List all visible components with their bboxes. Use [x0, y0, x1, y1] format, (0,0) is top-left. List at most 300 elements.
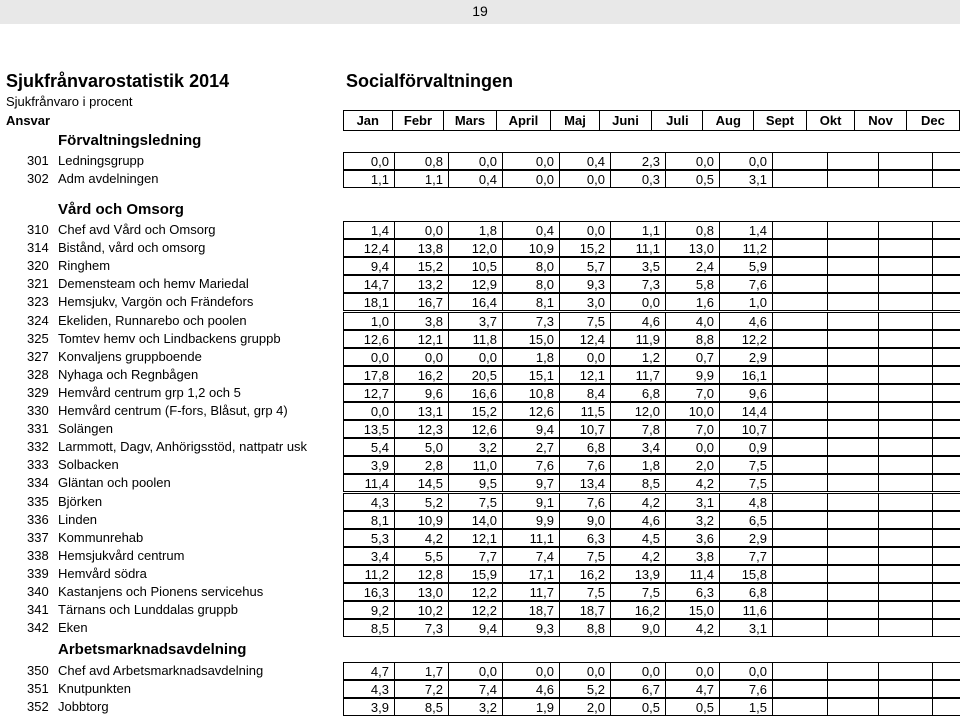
value-cell-jan: 8,1: [343, 511, 395, 529]
value-cell-okt: [827, 420, 879, 438]
unit-name: Gläntan och poolen: [58, 475, 171, 491]
unit-name: Tomtev hemv och Lindbackens gruppb: [58, 330, 281, 346]
monthly-values: [343, 601, 960, 619]
value-cell-sept: [772, 366, 828, 384]
value-cell-maj: 5,2: [559, 680, 611, 698]
value-cell-okt: [827, 456, 879, 474]
value-cell-aug: 7,6: [719, 275, 773, 293]
value-cell-aug: 2,9: [719, 529, 773, 547]
value-cell-april: 17,1: [502, 565, 560, 583]
value-cell-nov: [878, 474, 933, 492]
table-row: [0, 330, 960, 348]
section-title: Förvaltningsledning: [58, 132, 202, 149]
value-cell-mars: 3,2: [448, 698, 503, 716]
value-cell-mars: 9,4: [448, 619, 503, 637]
value-cell-april: 9,4: [502, 420, 560, 438]
value-cell-juli: 9,9: [665, 366, 720, 384]
unit-code: 331: [27, 421, 49, 437]
monthly-values: [343, 293, 960, 311]
unit-name: Ledningsgrupp: [58, 153, 145, 168]
table-row: [0, 384, 960, 402]
unit-code: 341: [27, 602, 49, 618]
unit-code: 320: [27, 258, 49, 274]
value-cell-mars: 0,0: [448, 152, 503, 170]
unit-name: Ringhem: [58, 258, 111, 274]
monthly-values: [343, 275, 960, 293]
unit-code: 301: [27, 153, 49, 168]
value-cell-nov: [878, 583, 933, 601]
value-cell-juli: 15,0: [665, 601, 720, 619]
value-cell-dec: [932, 680, 960, 698]
value-cell-april: 0,4: [502, 221, 560, 239]
table-row: [0, 257, 960, 275]
value-cell-sept: [772, 680, 828, 698]
value-cell-juli: 3,8: [665, 547, 720, 565]
value-cell-sept: [772, 402, 828, 420]
value-cell-jan: 18,1: [343, 293, 395, 311]
unit-name: Kommunrehab: [58, 529, 144, 545]
unit-code: 334: [27, 475, 49, 491]
value-cell-febr: 16,7: [394, 293, 449, 311]
month-header-7: Juli: [652, 111, 703, 131]
value-cell-dec: [932, 257, 960, 275]
value-cell-sept: [772, 456, 828, 474]
value-cell-juli: 0,0: [665, 662, 720, 680]
value-cell-dec: [932, 275, 960, 293]
value-cell-mars: 10,5: [448, 257, 503, 275]
table-row: [0, 493, 960, 511]
value-cell-sept: [772, 348, 828, 366]
value-cell-febr: 13,2: [394, 275, 449, 293]
value-cell-juni: 4,5: [610, 529, 666, 547]
value-cell-dec: [932, 547, 960, 565]
unit-name: Hemvård centrum (F-fors, Blåsut, grp 4): [58, 403, 288, 418]
table-row: [0, 420, 960, 438]
value-cell-juli: 8,8: [665, 330, 720, 348]
value-cell-okt: [827, 221, 879, 239]
value-cell-okt: [827, 257, 879, 275]
table-row: [0, 529, 960, 547]
value-cell-maj: 12,1: [559, 366, 611, 384]
value-cell-april: 7,4: [502, 547, 560, 565]
unit-code: 321: [27, 276, 49, 292]
value-cell-april: 1,8: [502, 348, 560, 366]
value-cell-okt: [827, 239, 879, 257]
value-cell-nov: [878, 456, 933, 474]
value-cell-jan: 0,0: [343, 348, 395, 366]
value-cell-maj: 5,7: [559, 257, 611, 275]
value-cell-juni: 1,8: [610, 456, 666, 474]
unit-name: Eken: [58, 620, 88, 636]
unit-name: Linden: [58, 511, 98, 527]
value-cell-juli: 4,0: [665, 312, 720, 330]
value-cell-april: 18,7: [502, 601, 560, 619]
value-cell-april: 9,9: [502, 511, 560, 529]
value-cell-april: 7,6: [502, 456, 560, 474]
value-cell-febr: 12,8: [394, 565, 449, 583]
value-cell-jan: 12,7: [343, 384, 395, 402]
value-cell-jan: 4,3: [343, 493, 395, 511]
value-cell-dec: [932, 221, 960, 239]
value-cell-nov: [878, 662, 933, 680]
value-cell-mars: 3,7: [448, 312, 503, 330]
unit-name: Hemsjukvård centrum: [58, 547, 185, 563]
value-cell-aug: 7,7: [719, 547, 773, 565]
unit-code: 324: [27, 312, 49, 328]
value-cell-april: 11,1: [502, 529, 560, 547]
unit-name: Solbacken: [58, 457, 119, 473]
monthly-values: [343, 619, 960, 637]
unit-name: Kastanjens och Pionens servicehus: [58, 584, 264, 599]
value-cell-nov: [878, 384, 933, 402]
value-cell-jan: 17,8: [343, 366, 395, 384]
value-cell-april: 2,7: [502, 438, 560, 456]
value-cell-juni: 11,9: [610, 330, 666, 348]
month-header-11: Nov: [855, 111, 906, 131]
table-row: [0, 221, 960, 239]
value-cell-april: 4,6: [502, 680, 560, 698]
unit-code: 325: [27, 330, 49, 346]
monthly-values: [343, 221, 960, 239]
unit-name: Hemvård centrum grp 1,2 och 5: [58, 384, 241, 400]
value-cell-dec: [932, 170, 960, 188]
unit-name: Chef avd Arbetsmarknadsavdelning: [58, 663, 264, 678]
value-cell-juli: 3,6: [665, 529, 720, 547]
value-cell-febr: 13,0: [394, 583, 449, 601]
value-cell-aug: 12,2: [719, 330, 773, 348]
value-cell-juni: 3,5: [610, 257, 666, 275]
table-row: [0, 680, 960, 698]
value-cell-dec: [932, 420, 960, 438]
monthly-values: [343, 420, 960, 438]
value-cell-okt: [827, 698, 879, 716]
value-cell-april: 8,0: [502, 257, 560, 275]
value-cell-juni: 3,4: [610, 438, 666, 456]
value-cell-maj: 16,2: [559, 565, 611, 583]
value-cell-juli: 0,8: [665, 221, 720, 239]
value-cell-jan: 11,4: [343, 474, 395, 492]
table-row: [0, 293, 960, 311]
value-cell-febr: 13,8: [394, 239, 449, 257]
value-cell-jan: 0,0: [343, 402, 395, 420]
value-cell-sept: [772, 511, 828, 529]
value-cell-juni: 4,2: [610, 493, 666, 511]
value-cell-sept: [772, 698, 828, 716]
value-cell-aug: 9,6: [719, 384, 773, 402]
unit-code: 332: [27, 439, 49, 455]
value-cell-mars: 1,8: [448, 221, 503, 239]
month-header-1: Jan: [344, 111, 393, 131]
value-cell-aug: 11,6: [719, 601, 773, 619]
value-cell-febr: 0,0: [394, 221, 449, 239]
monthly-values: [343, 239, 960, 257]
monthly-values: [343, 438, 960, 456]
unit-code: 330: [27, 403, 49, 418]
value-cell-mars: 20,5: [448, 366, 503, 384]
value-cell-jan: 16,3: [343, 583, 395, 601]
value-cell-sept: [772, 152, 828, 170]
value-cell-dec: [932, 384, 960, 402]
table-row: [0, 547, 960, 565]
value-cell-sept: [772, 601, 828, 619]
value-cell-febr: 16,2: [394, 366, 449, 384]
value-cell-mars: 12,9: [448, 275, 503, 293]
unit-code: 342: [27, 620, 49, 636]
value-cell-febr: 1,7: [394, 662, 449, 680]
value-cell-febr: 5,2: [394, 493, 449, 511]
value-cell-mars: 15,2: [448, 402, 503, 420]
value-cell-juli: 6,3: [665, 583, 720, 601]
monthly-values: [343, 170, 960, 188]
value-cell-jan: 9,4: [343, 257, 395, 275]
value-cell-jan: 1,0: [343, 312, 395, 330]
unit-code: 351: [27, 681, 49, 697]
value-cell-nov: [878, 293, 933, 311]
value-cell-juli: 0,5: [665, 170, 720, 188]
table-row: [0, 474, 960, 492]
value-cell-aug: 6,5: [719, 511, 773, 529]
value-cell-sept: [772, 529, 828, 547]
value-cell-dec: [932, 152, 960, 170]
value-cell-okt: [827, 152, 879, 170]
value-cell-mars: 11,8: [448, 330, 503, 348]
unit-code: 337: [27, 529, 49, 545]
value-cell-juni: 8,5: [610, 474, 666, 492]
value-cell-aug: 4,8: [719, 493, 773, 511]
value-cell-mars: 3,2: [448, 438, 503, 456]
value-cell-febr: 7,3: [394, 619, 449, 637]
value-cell-dec: [932, 474, 960, 492]
value-cell-juni: 1,1: [610, 221, 666, 239]
value-cell-maj: 7,6: [559, 493, 611, 511]
value-cell-mars: 12,2: [448, 583, 503, 601]
value-cell-febr: 15,2: [394, 257, 449, 275]
value-cell-okt: [827, 402, 879, 420]
unit-code: 323: [27, 294, 49, 310]
value-cell-maj: 0,0: [559, 662, 611, 680]
table-row: [0, 619, 960, 637]
unit-name: Chef avd Vård och Omsorg: [58, 222, 216, 237]
value-cell-sept: [772, 170, 828, 188]
month-header-3: Mars: [444, 111, 496, 131]
value-cell-april: 1,9: [502, 698, 560, 716]
value-cell-febr: 0,0: [394, 348, 449, 366]
value-cell-jan: 14,7: [343, 275, 395, 293]
unit-code: 352: [27, 699, 49, 715]
value-cell-april: 9,3: [502, 619, 560, 637]
value-cell-okt: [827, 680, 879, 698]
value-cell-sept: [772, 293, 828, 311]
value-cell-aug: 3,1: [719, 619, 773, 637]
value-cell-jan: 3,4: [343, 547, 395, 565]
value-cell-april: 0,0: [502, 662, 560, 680]
unit-code: 329: [27, 384, 49, 400]
value-cell-juni: 4,6: [610, 312, 666, 330]
value-cell-dec: [932, 619, 960, 637]
value-cell-dec: [932, 698, 960, 716]
monthly-values: [343, 565, 960, 583]
value-cell-aug: 1,4: [719, 221, 773, 239]
value-cell-sept: [772, 619, 828, 637]
value-cell-nov: [878, 275, 933, 293]
monthly-values: [343, 529, 960, 547]
value-cell-juli: 11,4: [665, 565, 720, 583]
value-cell-juni: 6,7: [610, 680, 666, 698]
value-cell-juni: 11,1: [610, 239, 666, 257]
value-cell-dec: [932, 348, 960, 366]
unit-code: 340: [27, 584, 49, 599]
table-row: [0, 239, 960, 257]
value-cell-nov: [878, 420, 933, 438]
table-row: [0, 511, 960, 529]
value-cell-juni: 7,8: [610, 420, 666, 438]
value-cell-dec: [932, 583, 960, 601]
value-cell-jan: 12,4: [343, 239, 395, 257]
value-cell-febr: 7,2: [394, 680, 449, 698]
value-cell-maj: 2,0: [559, 698, 611, 716]
table-row: [0, 438, 960, 456]
report-title: Sjukfrånvarostatistik 2014: [6, 71, 230, 91]
report-subtitle: Sjukfrånvaro i procent: [6, 94, 133, 109]
section-title: Arbetsmarknadsavdelning: [58, 641, 247, 658]
value-cell-mars: 0,4: [448, 170, 503, 188]
unit-name: Adm avdelningen: [58, 171, 159, 187]
monthly-values: [343, 680, 960, 698]
month-header-9: Sept: [754, 111, 807, 131]
value-cell-aug: 16,1: [719, 366, 773, 384]
value-cell-aug: 5,9: [719, 257, 773, 275]
value-cell-okt: [827, 474, 879, 492]
value-cell-dec: [932, 330, 960, 348]
table-row: [0, 456, 960, 474]
unit-code: 302: [27, 171, 49, 187]
unit-name: Nyhaga och Regnbågen: [58, 366, 199, 382]
ansvar-label: Ansvar: [6, 113, 51, 128]
table-row: [0, 366, 960, 384]
value-cell-okt: [827, 170, 879, 188]
value-cell-sept: [772, 330, 828, 348]
unit-name: Konvaljens gruppboende: [58, 348, 202, 364]
value-cell-juli: 0,5: [665, 698, 720, 716]
value-cell-mars: 16,6: [448, 384, 503, 402]
monthly-values: [343, 312, 960, 330]
value-cell-okt: [827, 547, 879, 565]
value-cell-sept: [772, 221, 828, 239]
value-cell-juni: 9,0: [610, 619, 666, 637]
value-cell-dec: [932, 601, 960, 619]
value-cell-juli: 4,2: [665, 619, 720, 637]
value-cell-okt: [827, 565, 879, 583]
unit-name: Hemvård södra: [58, 565, 147, 581]
value-cell-mars: 11,0: [448, 456, 503, 474]
monthly-values: [343, 257, 960, 275]
table-row: [0, 275, 960, 293]
value-cell-juli: 2,4: [665, 257, 720, 275]
value-cell-sept: [772, 257, 828, 275]
value-cell-maj: 7,6: [559, 456, 611, 474]
value-cell-dec: [932, 511, 960, 529]
value-cell-juni: 1,2: [610, 348, 666, 366]
value-cell-nov: [878, 547, 933, 565]
unit-name: Bistånd, vård och omsorg: [58, 240, 206, 256]
value-cell-sept: [772, 583, 828, 601]
value-cell-nov: [878, 511, 933, 529]
value-cell-febr: 14,5: [394, 474, 449, 492]
monthly-values: [343, 152, 960, 170]
value-cell-jan: 13,5: [343, 420, 395, 438]
unit-name: Ekeliden, Runnarebo och poolen: [58, 312, 247, 328]
unit-name: Jobbtorg: [58, 699, 109, 715]
value-cell-mars: 7,7: [448, 547, 503, 565]
value-cell-juli: 3,2: [665, 511, 720, 529]
monthly-values: [343, 698, 960, 716]
value-cell-okt: [827, 583, 879, 601]
value-cell-april: 11,7: [502, 583, 560, 601]
value-cell-jan: 1,4: [343, 221, 395, 239]
value-cell-nov: [878, 619, 933, 637]
value-cell-mars: 7,4: [448, 680, 503, 698]
monthly-values: [343, 348, 960, 366]
value-cell-maj: 11,5: [559, 402, 611, 420]
value-cell-aug: 1,5: [719, 698, 773, 716]
value-cell-nov: [878, 170, 933, 188]
value-cell-nov: [878, 402, 933, 420]
value-cell-febr: 5,0: [394, 438, 449, 456]
value-cell-nov: [878, 366, 933, 384]
value-cell-sept: [772, 474, 828, 492]
value-cell-okt: [827, 384, 879, 402]
value-cell-dec: [932, 438, 960, 456]
value-cell-aug: 7,5: [719, 474, 773, 492]
value-cell-dec: [932, 366, 960, 384]
value-cell-jan: 11,2: [343, 565, 395, 583]
value-cell-jan: 8,5: [343, 619, 395, 637]
value-cell-dec: [932, 565, 960, 583]
value-cell-juli: 3,1: [665, 493, 720, 511]
value-cell-juni: 6,8: [610, 384, 666, 402]
value-cell-dec: [932, 493, 960, 511]
value-cell-april: 12,6: [502, 402, 560, 420]
value-cell-sept: [772, 420, 828, 438]
value-cell-aug: 4,6: [719, 312, 773, 330]
unit-code: 339: [27, 565, 49, 581]
value-cell-maj: 0,4: [559, 152, 611, 170]
value-cell-juli: 0,7: [665, 348, 720, 366]
month-header-8: Aug: [703, 111, 754, 131]
unit-name: Larmmott, Dagv, Anhörigsstöd, nattpatr usk: [58, 439, 308, 455]
value-cell-maj: 15,2: [559, 239, 611, 257]
value-cell-juli: 10,0: [665, 402, 720, 420]
value-cell-aug: 14,4: [719, 402, 773, 420]
value-cell-juni: 12,0: [610, 402, 666, 420]
value-cell-april: 0,0: [502, 152, 560, 170]
value-cell-febr: 4,2: [394, 529, 449, 547]
value-cell-mars: 12,2: [448, 601, 503, 619]
value-cell-okt: [827, 619, 879, 637]
value-cell-sept: [772, 565, 828, 583]
month-header-2: Febr: [392, 111, 444, 131]
value-cell-dec: [932, 239, 960, 257]
value-cell-juni: 2,3: [610, 152, 666, 170]
value-cell-juni: 4,2: [610, 547, 666, 565]
value-cell-dec: [932, 312, 960, 330]
value-cell-mars: 14,0: [448, 511, 503, 529]
value-cell-aug: 0,9: [719, 438, 773, 456]
unit-name: Hemsjukv, Vargön och Frändefors: [58, 294, 254, 310]
value-cell-dec: [932, 662, 960, 680]
value-cell-mars: 12,1: [448, 529, 503, 547]
value-cell-juni: 0,0: [610, 662, 666, 680]
